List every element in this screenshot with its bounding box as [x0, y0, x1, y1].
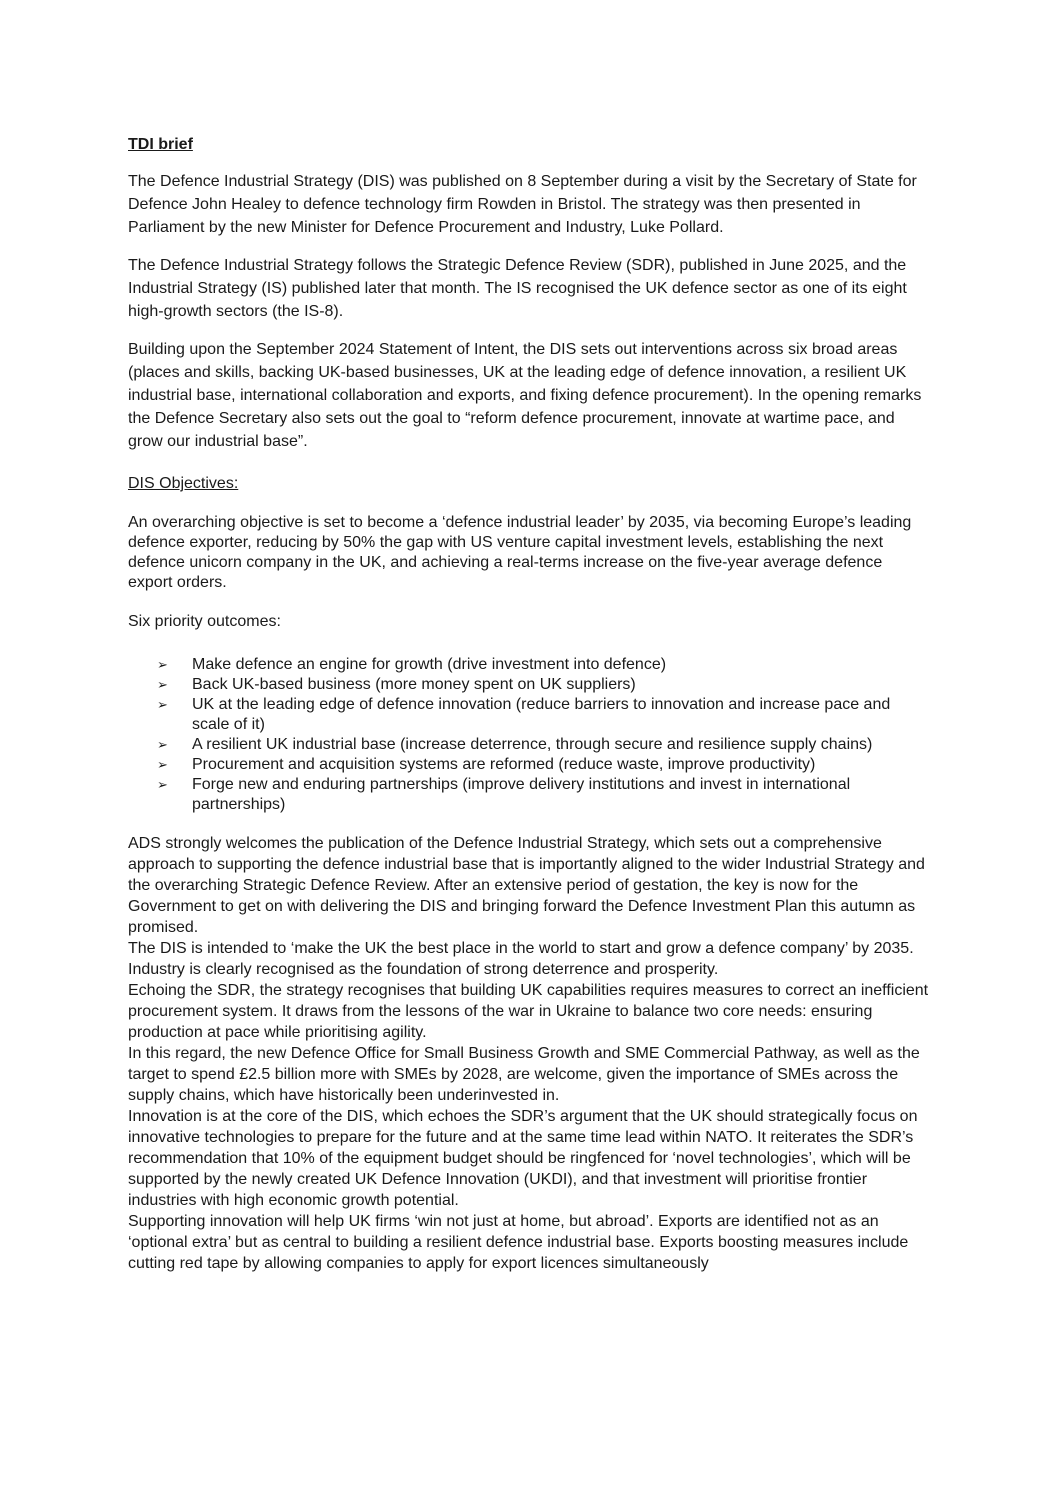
paragraph-sme-growth: In this regard, the new Defence Office for Small Business Growth and SME Commercial Pathway, as well as the target to spend £2.5 billion more with SMEs by 2028, are welcome, given the importance of SMEs across the supply chains, which have historically been underinvested in.	[128, 1045, 920, 1104]
outcome-text: Make defence an engine for growth (drive investment into defence)	[192, 656, 667, 673]
section-heading-dis-objectives: DIS Objectives:	[128, 475, 239, 492]
list-item	[157, 775, 930, 815]
document-title: TDI brief	[128, 136, 193, 153]
outcome-text: Back UK-based business (more money spent on UK suppliers)	[192, 676, 636, 693]
arrow-bullet-icon: ➢	[157, 697, 168, 712]
paragraph-overarching-objective: An overarching objective is set to become a ‘defence industrial leader’ by 2035, via becoming Europe’s leading defence exporter, reducing by 50% the gap with US venture capital investment levels, establishing the next defence unicorn company in the UK, and achieving a real-terms increase on the five-year average defence export orders.	[128, 514, 912, 591]
paragraph-interventions: Building upon the September 2024 Statement of Intent, the DIS sets out interventions across six broad areas (places and skills, backing UK-based businesses, UK at the leading edge of defence innovation, a resilient UK industrial base, international collaboration and exports, and fixing defence procurement). In the opening remarks the Defence Secretary also sets out the goal to “reform defence procurement, innovate at wartime pace, and grow our industrial base”.	[128, 341, 922, 450]
outcome-text: Forge new and enduring partnerships (improve delivery institutions and invest in international partnerships)	[192, 776, 851, 813]
list-item	[157, 675, 930, 695]
paragraph-strategy-context: The Defence Industrial Strategy follows the Strategic Defence Review (SDR), published in June 2025, and the Industrial Strategy (IS) published later that month. The IS recognised the UK defence sector as one of its eight high-growth sectors (the IS-8).	[128, 257, 907, 320]
outcome-text: Procurement and acquisition systems are reformed (reduce waste, improve productivity)	[192, 756, 816, 773]
outcome-text: A resilient UK industrial base (increase deterrence, through secure and resilience supply chains)	[192, 736, 873, 753]
arrow-bullet-icon: ➢	[157, 777, 168, 792]
paragraph-supporting-innovation: Supporting innovation will help UK firms ‘win not just at home, but abroad’. Exports are identified not as an ‘optional extra’ but as central to building a resilient defence industrial base. Exports boosting measures include cutting red tape by allowing companies to apply for export licences simultaneously	[128, 1213, 909, 1272]
list-item	[157, 655, 930, 675]
outcome-text: UK at the leading edge of defence innovation (reduce barriers to innovation and increase pace and scale of it)	[192, 696, 891, 733]
arrow-bullet-icon: ➢	[157, 657, 168, 672]
outcomes-label: Six priority outcomes:	[128, 613, 281, 630]
priority-outcomes-list	[128, 655, 930, 815]
paragraph-echoing-sdr: Echoing the SDR, the strategy recognises that building UK capabilities requires measures to correct an inefficient procurement system. It draws from the lessons of the war in Ukraine to balance two core needs: ensuring production at pace while prioritising agility.	[128, 982, 929, 1041]
arrow-bullet-icon: ➢	[157, 757, 168, 772]
arrow-bullet-icon: ➢	[157, 677, 168, 692]
paragraph-ads-welcome: ADS strongly welcomes the publication of the Defence Industrial Strategy, which sets out a comprehensive approach to supporting the defence industrial base that is importantly aligned to the wider Industrial Strategy and the overarching Strategic Defence Review. After an extensive period of gestation, the key is now for the Government to get on with delivering the DIS and bringing forward the Defence Investment Plan this autumn as promised.	[128, 835, 925, 936]
list-item	[157, 695, 930, 735]
commentary-section	[128, 833, 930, 1274]
list-item	[157, 735, 930, 755]
paragraph-dis-intention: The DIS is intended to ‘make the UK the best place in the world to start and grow a defence company’ by 2035. Industry is clearly recognised as the foundation of strong deterrence and prosperity.	[128, 940, 914, 978]
arrow-bullet-icon: ➢	[157, 737, 168, 752]
list-item	[157, 755, 930, 775]
paragraph-dis-publication: The Defence Industrial Strategy (DIS) was published on 8 September during a visit by the Secretary of State for Defence John Healey to defence technology firm Rowden in Bristol. The strategy was then presented in Parliament by the new Minister for Defence Procurement and Industry, Luke Pollard.	[128, 173, 917, 236]
paragraph-innovation-core: Innovation is at the core of the DIS, which echoes the SDR’s argument that the UK should strategically focus on innovative technologies to prepare for the future and at the same time lead within NATO. It reiterates the SDR’s recommendation that 10% of the equipment budget should be ringfenced for ‘novel technologies’, which will be supported by the newly created UK Defence Innovation (UKDI), and that investment will prioritise frontier industries with high economic growth potential.	[128, 1108, 918, 1209]
